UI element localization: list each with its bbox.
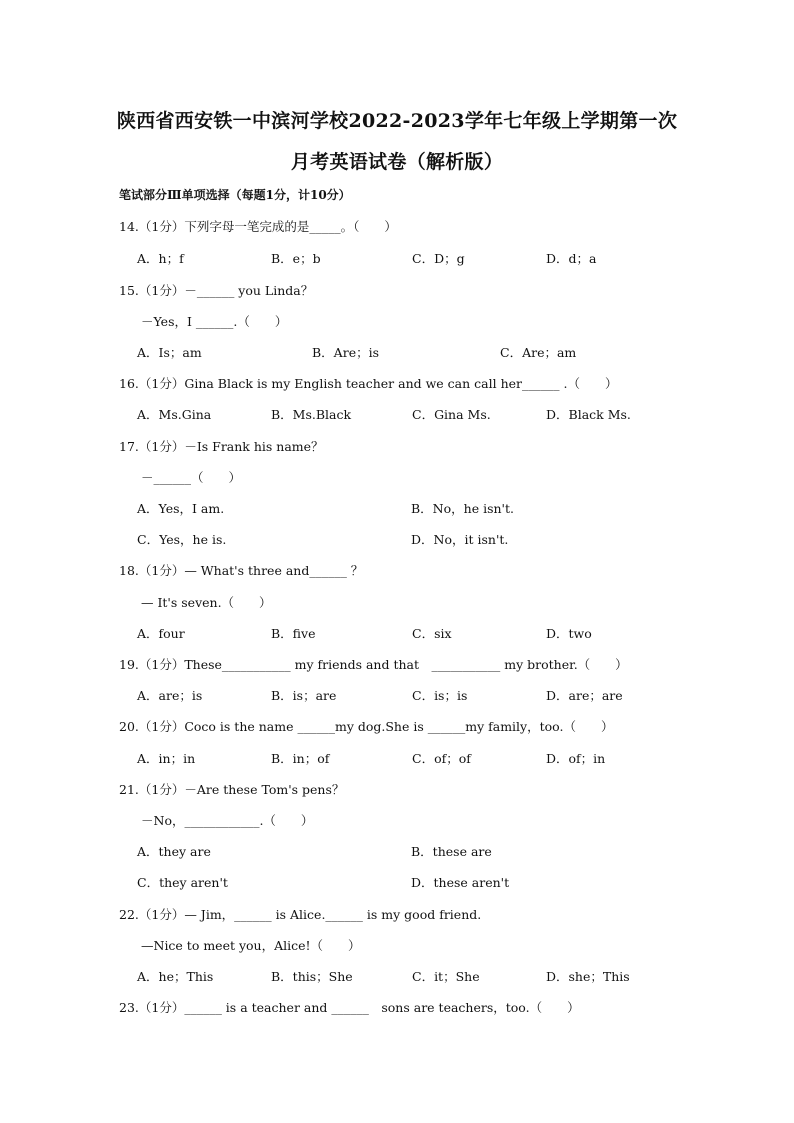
question-22-option-c: C．it；She (412, 969, 480, 984)
question-14-option-d: D．d；a (546, 251, 597, 266)
document-title-line1: 陕西省西安铁一中滨河学校2022-2023学年七年级上学期第一次 (116, 110, 678, 132)
question-16-option-c: C．Gina Ms. (412, 407, 491, 422)
question-18-option-d: D．two (546, 626, 592, 641)
question-16-option-d: D．Black Ms. (546, 407, 631, 422)
question-19-stem: 19.（1分）These___________ my friends and that ___________ my brother.（ ） (119, 657, 628, 672)
question-22-option-b: B．this；She (271, 969, 353, 984)
question-14-option-b: B．e；b (271, 251, 321, 266)
question-14-stem: 14.（1分）下列字母一笔完成的是_____。（ ） (119, 219, 397, 234)
question-15-option-b: B．Are；is (312, 345, 379, 360)
question-22-option-a: A．he；This (137, 969, 214, 984)
question-15-response: －Yes，I ______.（ ） (141, 314, 288, 329)
question-17-option-b: B．No，he isn't. (411, 501, 514, 516)
section-heading: 笔试部分Ⅲ单项选择（每题1分，计10分） (119, 188, 351, 202)
question-17-option-a: A．Yes，I am. (137, 501, 225, 516)
question-21-stem: 21.（1分）－Are these Tom's pens？ (119, 782, 345, 797)
question-22-option-d: D．she；This (546, 969, 630, 984)
question-15-stem: 15.（1分）－______ you Linda？ (119, 283, 314, 298)
question-22-stem: 22.（1分）— Jim，______ is Alice.______ is my good friend. (119, 907, 482, 922)
question-16-option-a: A．Ms.Gina (137, 407, 212, 422)
question-21-response: －No，____________.（ ） (141, 813, 314, 828)
question-15-option-c: C．Are；am (500, 345, 577, 360)
question-14-option-a: A．h；f (137, 251, 184, 266)
question-17-option-c: C．Yes，he is. (137, 532, 227, 547)
question-23-stem: 23.（1分）______ is a teacher and ______ sons are teachers，too.（ ） (119, 1000, 580, 1015)
question-18-option-c: C．six (412, 626, 452, 641)
question-21-option-a: A．they are (137, 844, 211, 859)
question-21-option-c: C．they aren't (137, 875, 228, 890)
question-18-response: — It's seven.（ ） (141, 595, 272, 610)
question-19-option-a: A．are；is (137, 688, 203, 703)
question-21-option-d: D．these aren't (411, 875, 510, 890)
question-20-option-a: A．in；in (137, 751, 196, 766)
question-14-option-c: C．D；g (412, 251, 465, 266)
question-16-option-b: B．Ms.Black (271, 407, 352, 422)
question-17-response: －______（ ） (141, 470, 242, 485)
question-20-option-d: D．of；in (546, 751, 606, 766)
question-20-option-c: C．of；of (412, 751, 471, 766)
question-18-option-a: A．four (137, 626, 185, 641)
question-15-option-a: A．Is；am (137, 345, 202, 360)
question-18-stem: 18.（1分）— What's three and______ ？ (119, 563, 364, 578)
question-17-stem: 17.（1分）－Is Frank his name？ (119, 439, 324, 454)
question-16-stem: 16.（1分）Gina Black is my English teacher and we can call her______ .（ ） (119, 376, 618, 391)
question-19-option-b: B．is；are (271, 688, 337, 703)
question-22-response: —Nice to meet you，Alice!（ ） (141, 938, 361, 953)
question-19-option-c: C．is；is (412, 688, 468, 703)
question-21-option-b: B．these are (411, 844, 492, 859)
question-20-option-b: B．in；of (271, 751, 330, 766)
document-title-line2: 月考英语试卷（解析版） (290, 151, 504, 173)
question-19-option-d: D．are；are (546, 688, 623, 703)
question-18-option-b: B．five (271, 626, 316, 641)
question-17-option-d: D．No，it isn't. (411, 532, 509, 547)
question-20-stem: 20.（1分）Coco is the name ______my dog.She is ______my family，too.（ ） (119, 719, 614, 734)
